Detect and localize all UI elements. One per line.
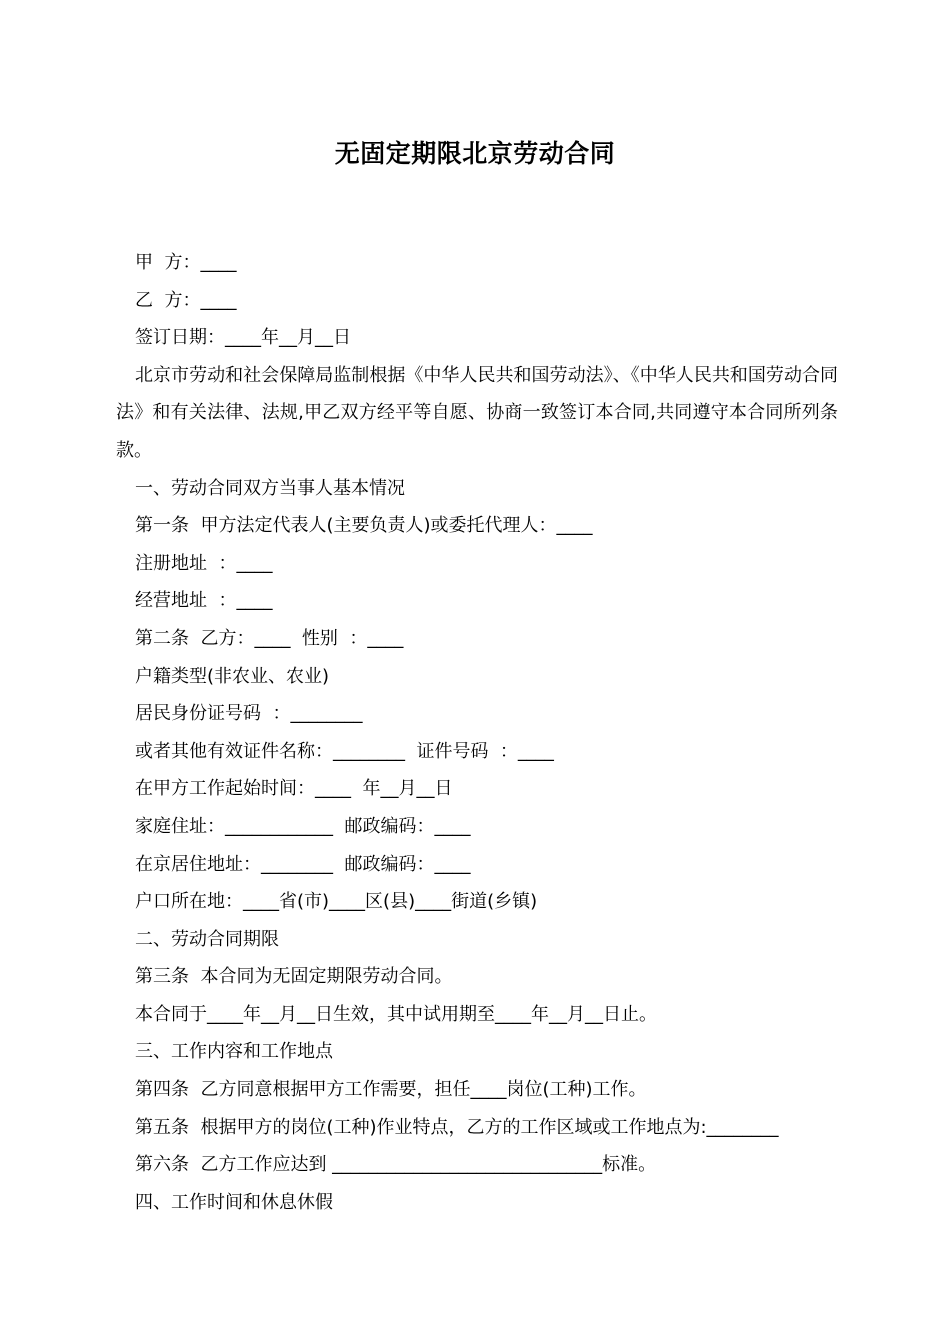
hukou-location-line: 户口所在地：____省(市)____区(县)____街道(乡镇)	[135, 891, 538, 913]
beijing-address-line: 在京居住地址：________ 邮政编码：____	[135, 853, 471, 875]
article-6-line: 第六条 乙方工作应达到 ______________________________标准。	[135, 1154, 657, 1176]
article-2-line: 第二条 乙方：____ 性别 ：____	[135, 627, 404, 649]
section-heading-3: 三、工作内容和工作地点	[135, 1041, 333, 1063]
other-id-line: 或者其他有效证件名称：________ 证件号码 ：____	[135, 740, 554, 762]
effective-date-line: 本合同于____年__月__日生效，其中试用期至____年__月__日止。	[135, 1003, 657, 1025]
id-number-line: 居民身份证号码 ：________	[135, 703, 363, 725]
registered-address-line: 注册地址 ：____	[135, 552, 273, 574]
article-4-line: 第四条 乙方同意根据甲方工作需要，担任____岗位(工种)工作。	[135, 1079, 647, 1101]
section-heading-2: 二、劳动合同期限	[135, 928, 279, 950]
article-1-line: 第一条 甲方法定代表人(主要负责人)或委托代理人：____	[135, 515, 593, 537]
section-heading-4: 四、工作时间和休息休假	[135, 1191, 333, 1213]
preamble-paragraph: 北京市劳动和社会保障局监制根据《中华人民共和国劳动法》、《中华人民共和国劳动合同法》和有关法律、法规,甲乙双方经平等自愿、协商一致签订本合同,共同遵守本合同所列条款。	[116, 364, 838, 461]
household-type-line: 户籍类型(非农业、农业)	[135, 665, 330, 687]
party-a-line: 甲 方：____	[135, 252, 237, 273]
document-body	[116, 244, 838, 1221]
business-address-line: 经营地址 ：____	[135, 590, 273, 612]
party-b-line: 乙 方：____	[135, 289, 237, 311]
article-3-line: 第三条 本合同为无固定期限劳动合同。	[135, 966, 453, 988]
section-heading-1: 一、劳动合同双方当事人基本情况	[135, 477, 405, 499]
article-5-line: 第五条 根据甲方的岗位(工种)作业特点，乙方的工作区域或工作地点为:________	[135, 1116, 779, 1138]
home-address-line: 家庭住址：____________ 邮政编码：____	[135, 815, 471, 837]
start-date-line: 在甲方工作起始时间：____ 年__月__日	[135, 778, 453, 800]
signing-date-line: 签订日期：____年__月__日	[135, 327, 351, 349]
document-title: 无固定期限北京劳动合同	[334, 139, 616, 168]
